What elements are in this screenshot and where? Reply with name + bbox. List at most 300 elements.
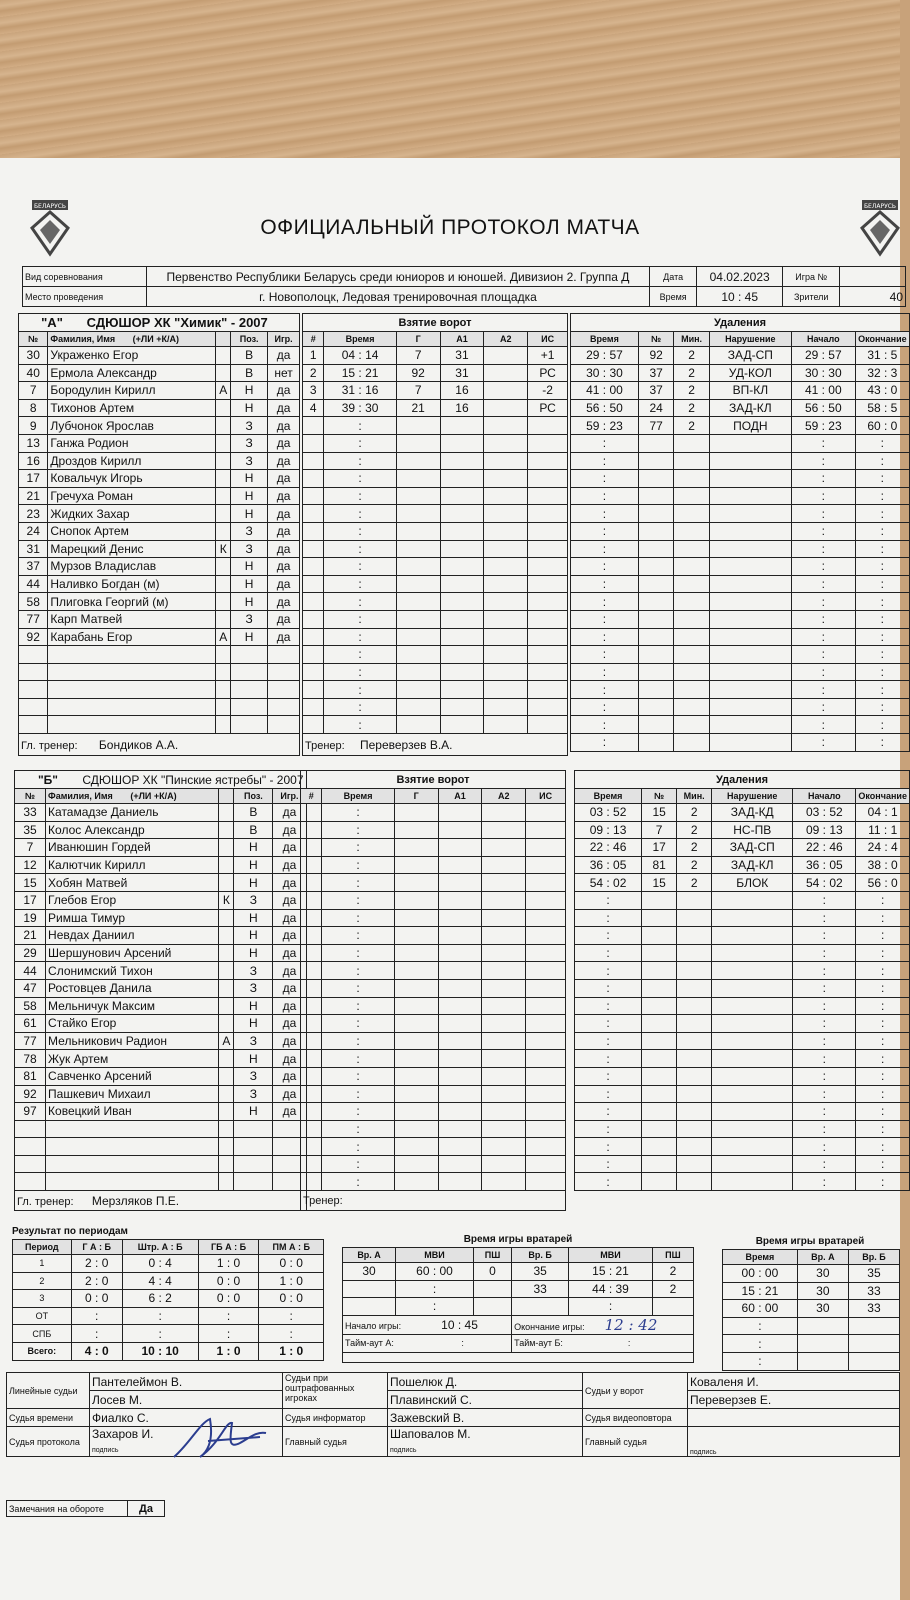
penalty-player: [638, 575, 673, 593]
goals-col-3: А1: [438, 789, 482, 804]
player-played: [268, 663, 300, 681]
player-name: [48, 663, 216, 681]
penalty-row: [575, 997, 910, 1015]
period-shots: 0 : 0: [198, 1290, 259, 1308]
penalty-minutes: [677, 1173, 712, 1191]
team-a-header: [19, 314, 300, 332]
goal-time: :: [324, 716, 396, 734]
goal-assist-1: 16: [440, 382, 484, 400]
penalty-infraction: [709, 681, 791, 699]
goalie-change-a: [797, 1317, 848, 1335]
goal-scorer: 7: [396, 382, 440, 400]
goal-assist-1: [438, 1103, 482, 1121]
player-name: Мурзов Владислав: [48, 558, 216, 576]
goal-time: :: [324, 681, 396, 699]
penalty-infraction: [709, 628, 791, 646]
penalty-start: :: [791, 698, 855, 716]
goal-row: [301, 1138, 566, 1156]
goalie-time-section: [342, 1234, 694, 1363]
timekeeper: Фиалко С.: [90, 1409, 283, 1427]
goal-situation: [528, 681, 568, 699]
goal-time: :: [322, 1032, 394, 1050]
goal-assist-1: [440, 646, 484, 664]
goal-situation: [526, 874, 566, 892]
team-b-player-row: [15, 1173, 307, 1191]
penalty-minutes: [677, 891, 712, 909]
goal-number: [301, 874, 322, 892]
penalty-col-1: №: [642, 789, 677, 804]
goal-number: [301, 1050, 322, 1068]
penalty-infraction: УД-КОЛ: [709, 364, 791, 382]
player-name: Мельникович Радион: [46, 1032, 219, 1050]
period-pm: 0 : 0: [259, 1290, 324, 1308]
goal-assist-1: [440, 434, 484, 452]
goal-scorer: [394, 874, 438, 892]
player-role: [219, 1155, 234, 1173]
penalty-col-0: Время: [575, 789, 642, 804]
goalie-row: [343, 1298, 694, 1316]
player-played: да: [273, 909, 306, 927]
player-role: [219, 839, 234, 857]
period-penalties: 4 : 4: [122, 1272, 198, 1290]
player-role: [219, 927, 234, 945]
player-played: да: [273, 944, 306, 962]
penalty-end: 43 : 0: [855, 382, 909, 400]
goal-number: 2: [303, 364, 324, 382]
goal-number: [303, 610, 324, 628]
penalty-end: :: [855, 505, 909, 523]
penalty-start: 56 : 50: [791, 399, 855, 417]
period-pm: 1 : 0: [259, 1342, 324, 1360]
goal-number: [303, 540, 324, 558]
penalty-start: :: [791, 558, 855, 576]
penalty-row: [571, 522, 910, 540]
goal-assist-1: [440, 593, 484, 611]
penalty-row: [571, 434, 910, 452]
goal-judge-1: Коваленя И.: [688, 1373, 900, 1391]
penalty-start: :: [791, 716, 855, 734]
penalty-minutes: [677, 1155, 712, 1173]
penalty-infraction: [712, 891, 793, 909]
goal-assist-2: [484, 382, 528, 400]
player-number: [19, 698, 48, 716]
player-position: [234, 1120, 273, 1138]
goal-assist-2: [484, 417, 528, 435]
trainer-label: Тренер:: [303, 1194, 343, 1207]
player-role: А: [216, 382, 231, 400]
player-role: [219, 874, 234, 892]
player-position: З: [234, 1067, 273, 1085]
penalty-infraction: [709, 663, 791, 681]
penalty-start: 36 : 05: [793, 856, 856, 874]
penalty-start: :: [793, 997, 856, 1015]
player-played: да: [268, 522, 300, 540]
penalty-time: :: [571, 628, 639, 646]
goalie-time-2-title: Время игры вратарей: [755, 1236, 865, 1247]
goal-time: :: [322, 839, 394, 857]
player-role: [216, 470, 231, 488]
period-goals: :: [71, 1325, 122, 1343]
player-name: Гречуха Роман: [48, 487, 216, 505]
player-played: да: [268, 505, 300, 523]
goal-assist-1: [440, 610, 484, 628]
svg-text:БЕЛАРУСЬ: БЕЛАРУСЬ: [33, 203, 67, 210]
goal-number: [303, 681, 324, 699]
penalty-time: 29 : 57: [571, 347, 639, 365]
team-a-player-row: [19, 646, 300, 664]
penalty-time: 41 : 00: [571, 382, 639, 400]
goal-assist-1: [438, 839, 482, 857]
player-position: [234, 1138, 273, 1156]
player-name: Ковальчук Игорь: [48, 470, 216, 488]
goal-situation: [528, 698, 568, 716]
penalty-time: :: [575, 1015, 642, 1033]
period-shots: :: [198, 1307, 259, 1325]
player-played: да: [268, 382, 300, 400]
team-b-player-row: [15, 1103, 307, 1121]
goal-number: [303, 575, 324, 593]
penalty-player: [642, 997, 677, 1015]
goal-row: [301, 1173, 566, 1191]
team-b-player-row: [15, 927, 307, 945]
video-judge: [688, 1409, 900, 1427]
player-role: А: [216, 628, 231, 646]
penalty-infraction: ЗАД-КЛ: [709, 399, 791, 417]
penalty-minutes: 2: [674, 347, 709, 365]
goal-time: :: [324, 540, 396, 558]
penalty-start: :: [791, 434, 855, 452]
player-number: 58: [15, 997, 46, 1015]
goal-number: [303, 470, 324, 488]
period-pm: 1 : 0: [259, 1272, 324, 1290]
penalty-start: :: [791, 681, 855, 699]
player-position: В: [234, 804, 273, 822]
penalty-infraction: [709, 558, 791, 576]
penalty-time: :: [575, 997, 642, 1015]
goal-scorer: [396, 681, 440, 699]
player-role: [216, 522, 231, 540]
penalty-infraction: [712, 1103, 793, 1121]
penalty-row: [575, 1067, 910, 1085]
goal-row: [303, 610, 568, 628]
penalty-player: [642, 1138, 677, 1156]
player-position: З: [231, 417, 268, 435]
goal-row: [303, 382, 568, 400]
team-b-player-row: [15, 1120, 307, 1138]
team-a-player-row: [19, 593, 300, 611]
penalty-minutes: [674, 470, 709, 488]
periods-col-2: Штр. А : Б: [122, 1240, 198, 1255]
wooden-table-background: [0, 0, 900, 160]
goal-number: [301, 804, 322, 822]
player-number: [19, 716, 48, 734]
team-b-roster: [14, 770, 307, 1211]
goalie-change-row: [723, 1335, 900, 1353]
svg-text:БЕЛАРУСЬ: БЕЛАРУСЬ: [863, 203, 897, 210]
game-end: 12 : 42: [604, 1315, 658, 1334]
team-a-roster: [18, 313, 300, 756]
penalty-end: :: [855, 734, 909, 752]
col-role: [216, 332, 231, 347]
goal-scorer: [394, 1032, 438, 1050]
goalie-col-2: ПШ: [473, 1248, 511, 1263]
goal-time: :: [324, 575, 396, 593]
goal-assist-2: [484, 716, 528, 734]
player-role: [216, 417, 231, 435]
player-played: да: [268, 593, 300, 611]
period-penalties: :: [122, 1307, 198, 1325]
penalty-player: [642, 1032, 677, 1050]
penalty-minutes: [677, 1120, 712, 1138]
goal-number: [301, 1120, 322, 1138]
goal-row: [303, 575, 568, 593]
goalie-change-time: :: [723, 1317, 798, 1335]
goal-situation: [528, 663, 568, 681]
goalie-change-b: 33: [848, 1282, 899, 1300]
goal-judges-label: Судьи у ворот: [583, 1373, 688, 1409]
video-judge-label: Судья видеоповтора: [583, 1409, 688, 1427]
goal-assist-2: [482, 874, 526, 892]
goal-number: [303, 505, 324, 523]
player-played: да: [268, 434, 300, 452]
goal-number: [301, 839, 322, 857]
penalty-player: [642, 944, 677, 962]
goal-scorer: [396, 522, 440, 540]
team-b-player-row: [15, 1015, 307, 1033]
goals-col-2: Г: [394, 789, 438, 804]
goal-row: [301, 1085, 566, 1103]
penalty-box-2: Плавинский С.: [388, 1391, 583, 1409]
goal-assist-1: [438, 1155, 482, 1173]
penalty-row: [571, 347, 910, 365]
player-name: Хобян Матвей: [46, 874, 219, 892]
penalty-player: [642, 909, 677, 927]
penalty-start: :: [791, 452, 855, 470]
penalty-time: :: [575, 1120, 642, 1138]
penalty-infraction: [712, 1085, 793, 1103]
player-number: 8: [19, 399, 48, 417]
penalty-row: [571, 399, 910, 417]
team-b-player-row: [15, 874, 307, 892]
trainer-label: Тренер:: [305, 739, 345, 752]
goalie-time-2-table: [722, 1249, 900, 1371]
time-value: 10 : 45: [697, 287, 783, 307]
team-b-goals: [300, 770, 566, 1211]
penalty-start: 03 : 52: [793, 804, 856, 822]
penalty-minutes: [677, 1015, 712, 1033]
goal-time: :: [322, 1155, 394, 1173]
penalty-minutes: [677, 1138, 712, 1156]
penalty-player: [638, 470, 673, 488]
col-pos: Поз.: [234, 789, 273, 804]
penalty-minutes: [677, 927, 712, 945]
informer: Зажевский В.: [388, 1409, 583, 1427]
penalty-player: 17: [642, 839, 677, 857]
timekeeper-label: Судья времени: [7, 1409, 90, 1427]
penalty-start: :: [793, 1050, 856, 1068]
penalty-end: :: [856, 1103, 910, 1121]
penalty-player: 77: [638, 417, 673, 435]
team-a-player-row: [19, 470, 300, 488]
goal-situation: [528, 610, 568, 628]
penalty-start: :: [791, 628, 855, 646]
penalty-time: :: [575, 927, 642, 945]
goal-assist-1: [440, 716, 484, 734]
goal-number: [303, 716, 324, 734]
penalty-end: :: [855, 628, 909, 646]
goal-assist-1: [438, 874, 482, 892]
penalty-row: [575, 927, 910, 945]
goal-scorer: [394, 1155, 438, 1173]
period-row: [13, 1290, 324, 1308]
penalty-row: [571, 505, 910, 523]
penalty-player: 92: [638, 347, 673, 365]
goal-row: [303, 628, 568, 646]
goal-situation: [528, 487, 568, 505]
team-b-trainer-row: [301, 1191, 566, 1211]
goal-row: [303, 698, 568, 716]
penalty-row: [571, 628, 910, 646]
penalty-row: [575, 1173, 910, 1191]
timeout-b-cell: Тайм-аут Б: :: [512, 1334, 694, 1352]
penalty-infraction: ЗАД-СП: [709, 347, 791, 365]
penalty-infraction: [709, 610, 791, 628]
goal-number: [301, 1103, 322, 1121]
team-a-name: СДЮШОР ХК "Химик" - 2007: [86, 315, 268, 330]
player-name: Дроздов Кирилл: [48, 452, 216, 470]
penalty-start: :: [793, 927, 856, 945]
goal-situation: [526, 944, 566, 962]
penalty-player: 37: [638, 382, 673, 400]
team-a-player-row: [19, 681, 300, 699]
goal-time: 15 : 21: [324, 364, 396, 382]
goal-situation: РС: [528, 399, 568, 417]
penalty-row: [575, 1015, 910, 1033]
penalty-infraction: [709, 522, 791, 540]
goal-assist-2: [482, 856, 526, 874]
penalty-row: [571, 417, 910, 435]
goalie-col-0: Вр. А: [343, 1248, 396, 1263]
goalie-b-number: 35: [512, 1263, 569, 1281]
team-a-player-row: [19, 417, 300, 435]
goal-judge-2: Переверзев Е.: [688, 1391, 900, 1409]
goal-assist-2: [484, 347, 528, 365]
team-a-player-row: [19, 610, 300, 628]
penalty-col-0: Время: [571, 332, 639, 347]
goalie2-col-1: Вр. А: [797, 1250, 848, 1265]
penalty-row: [575, 1155, 910, 1173]
goal-situation: [528, 470, 568, 488]
goal-assist-2: [482, 962, 526, 980]
player-position: Н: [231, 487, 268, 505]
goal-row: [303, 663, 568, 681]
game-start: 10 : 45: [441, 1317, 478, 1332]
timeout-a-cell: Тайм-аут А: :: [343, 1334, 512, 1352]
player-name: [48, 646, 216, 664]
player-played: да: [273, 1015, 306, 1033]
player-name: Наливко Богдан (м): [48, 575, 216, 593]
player-name: Бородулин Кирилл: [48, 382, 216, 400]
goal-scorer: [394, 1050, 438, 1068]
team-b-player-row: [15, 804, 307, 822]
player-number: 12: [15, 856, 46, 874]
player-number: 47: [15, 979, 46, 997]
penalty-end: :: [855, 522, 909, 540]
penalty-player: 15: [642, 804, 677, 822]
player-played: да: [268, 399, 300, 417]
period-penalties: 0 : 4: [122, 1255, 198, 1273]
goal-number: [301, 891, 322, 909]
penalty-start: :: [791, 646, 855, 664]
goal-assist-2: [482, 1103, 526, 1121]
penalty-col-3: Нарушение: [709, 332, 791, 347]
penalty-time: :: [575, 1032, 642, 1050]
goals-col-1: Время: [324, 332, 396, 347]
protocol-sheet: [0, 158, 907, 1600]
game-no-value: [840, 267, 906, 287]
goal-situation: [526, 891, 566, 909]
player-position: В: [234, 821, 273, 839]
penalty-col-5: Окончание: [856, 789, 910, 804]
goalie-a-time: :: [396, 1280, 474, 1298]
penalty-minutes: [677, 909, 712, 927]
goal-row: [301, 804, 566, 822]
goal-situation: [528, 646, 568, 664]
goalie-a-goals-against: 0: [473, 1263, 511, 1281]
scorer-label: Судья протокола: [7, 1427, 90, 1457]
period-name: СПБ: [13, 1325, 72, 1343]
player-position: Н: [234, 997, 273, 1015]
goalie-change-b: [848, 1352, 899, 1370]
goals-title: Взятие ворот: [303, 314, 568, 332]
player-position: Н: [234, 839, 273, 857]
penalty-time: :: [575, 1173, 642, 1191]
goal-assist-2: [484, 505, 528, 523]
player-played: да: [268, 540, 300, 558]
goal-number: [303, 628, 324, 646]
player-name: Катамадзе Даниель: [46, 804, 219, 822]
player-played: [268, 681, 300, 699]
player-position: Н: [231, 593, 268, 611]
team-b-header: [15, 771, 307, 789]
goal-situation: [526, 839, 566, 857]
penalties-title: Удаления: [575, 771, 910, 789]
penalty-end: :: [856, 1120, 910, 1138]
goal-assist-1: [438, 927, 482, 945]
penalty-minutes: [677, 962, 712, 980]
penalty-start: :: [791, 734, 855, 752]
goal-assist-2: [484, 540, 528, 558]
penalty-player: 7: [642, 821, 677, 839]
goal-number: [303, 558, 324, 576]
player-position: Н: [234, 1050, 273, 1068]
penalty-player: [642, 1050, 677, 1068]
goals-col-4: А2: [482, 789, 526, 804]
penalty-minutes: [674, 698, 709, 716]
player-number: [15, 1138, 46, 1156]
goal-assist-2: [482, 804, 526, 822]
penalty-minutes: [674, 610, 709, 628]
team-a-player-row: [19, 505, 300, 523]
goal-time: :: [324, 593, 396, 611]
penalty-infraction: [712, 979, 793, 997]
penalty-end: :: [856, 1050, 910, 1068]
penalty-player: [642, 1103, 677, 1121]
goalie2-col-2: Вр. Б: [848, 1250, 899, 1265]
penalty-start: :: [793, 1067, 856, 1085]
team-b-penalties: [574, 770, 910, 1191]
penalty-end: :: [855, 452, 909, 470]
